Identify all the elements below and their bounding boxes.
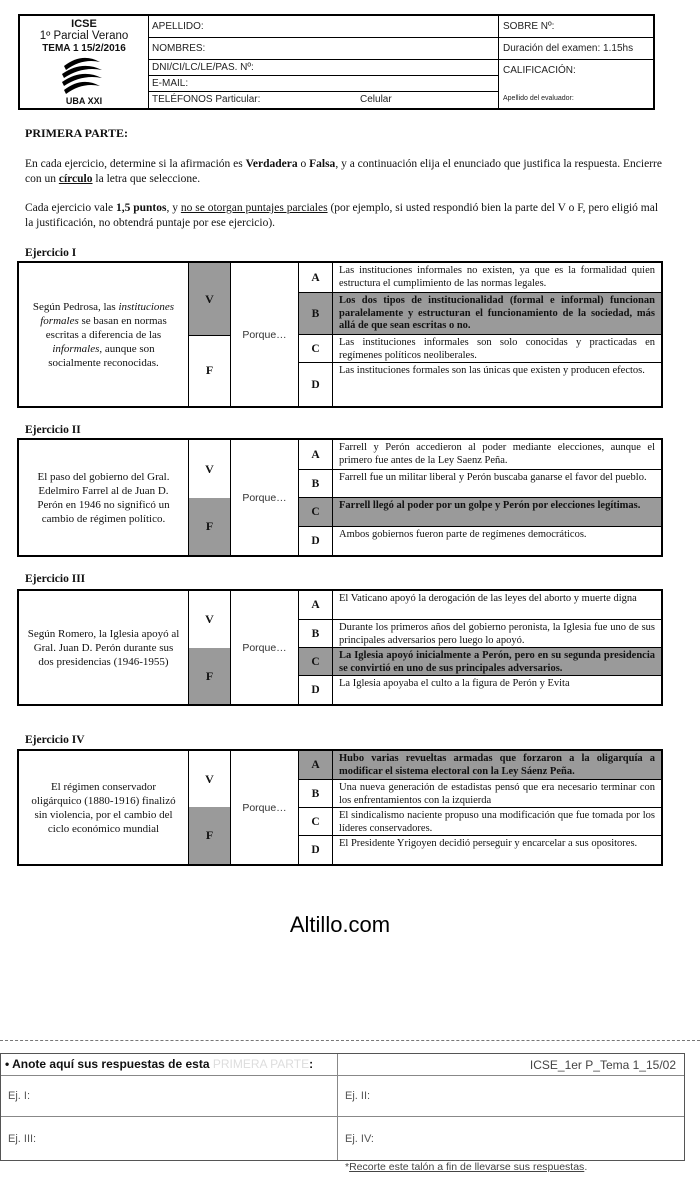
- exercise-2-letter-b[interactable]: B: [299, 470, 333, 498]
- apellido-field[interactable]: APELLIDO:: [148, 16, 498, 38]
- exercise-1-option-v[interactable]: V: [189, 263, 231, 335]
- answer-cell-ej-4[interactable]: Ej. IV:: [345, 1132, 374, 1145]
- exercise-2-porque: Porque…: [231, 440, 299, 555]
- sobre-field[interactable]: SOBRE Nº:: [498, 16, 653, 38]
- cut-line: [0, 1040, 700, 1041]
- exercise-1-option-f[interactable]: F: [189, 335, 231, 406]
- exercise-4-text-d: El Presidente Yrigoyen decidió perseguir y encarcelar a sus opositores.: [339, 838, 638, 849]
- exercise-1-text-d: Las instituciones formales son las únicas que existen y producen efectos.: [339, 365, 645, 376]
- exercise-3-letter-d[interactable]: D: [299, 676, 333, 704]
- exercise-4-letter-a[interactable]: A: [299, 751, 333, 780]
- exercise-3-option-f[interactable]: F: [189, 648, 231, 704]
- exercise-4-statement: El régimen conservador oligárquico (1880-1916) finalizó sin violencia, por el cambio del ciclo económico mundial: [19, 751, 189, 864]
- exercise-2-option-f[interactable]: F: [189, 498, 231, 555]
- logo-text: UBA XXI: [65, 96, 103, 106]
- exercise-2-table: [17, 438, 663, 557]
- evaluador-label: Apellido del evaluador:: [503, 95, 574, 102]
- nombres-field[interactable]: NOMBRES:: [148, 38, 498, 60]
- instructions-paragraph-2: Cada ejercicio vale 1,5 puntos, y no se otorgan puntajes parciales (por ejemplo, si usted respondió bien la parte del V o F, pero eligió mal la justificación, no obtendrá puntaje por ese ejercicio).: [25, 202, 659, 229]
- section-title: PRIMERA PARTE:: [25, 126, 129, 140]
- dni-field[interactable]: DNI/CI/LC/LE/PAS. Nº:: [148, 60, 498, 76]
- exercise-2-statement: El paso del gobierno del Gral. Edelmiro Farrel al de Juan D. Perón en 1946 no significó un cambio de régimen político.: [19, 440, 189, 555]
- institution-logo-block: [20, 16, 149, 108]
- exercise-4-table: [17, 749, 663, 866]
- exercise-2-text-d: Ambos gobiernos fueron parte de regímenes democráticos.: [339, 529, 587, 540]
- exercise-4-option-f[interactable]: F: [189, 807, 231, 864]
- exercise-3-text-a: El Vaticano apoyó la derogación de las leyes del aborto y muerte digna: [333, 591, 661, 620]
- exercise-4-text-a: Hubo varias revueltas armadas que forzaron a la oligarquía a modificar el sistema electoral con la Ley Sáenz Peña.: [333, 751, 661, 780]
- exercise-1-letter-c[interactable]: C: [299, 335, 333, 363]
- exercise-2-text-c: Farrell llegó al poder por un golpe y Perón por elecciones legítimas.: [333, 498, 661, 527]
- exercise-2-letter-c[interactable]: C: [299, 498, 333, 527]
- exercise-3-letter-a[interactable]: A: [299, 591, 333, 620]
- exercise-4-letter-c[interactable]: C: [299, 808, 333, 836]
- instructions-paragraph-1: En cada ejercicio, determine si la afirmación es Verdadera o Falsa, y a continuación elija el enunciado que justifica la respuesta. Encierre con un círculo la letra que seleccione.: [25, 158, 662, 185]
- exercise-4-option-v[interactable]: V: [189, 751, 231, 807]
- exercise-3-statement: Según Romero, la Iglesia apoyó al Gral. Juan D. Perón durante sus dos presidencias (1946-1955): [19, 591, 189, 704]
- exercise-1-letter-b[interactable]: B: [299, 293, 333, 335]
- exercise-3-option-v[interactable]: V: [189, 591, 231, 648]
- exam-code: ICSE_1er P_Tema 1_15/02: [529, 1058, 676, 1072]
- exercise-1-title: Ejercicio I: [25, 247, 77, 259]
- watermark-text: Altillo.com: [289, 912, 391, 937]
- exercise-1-porque: Porque…: [231, 263, 299, 406]
- exercise-1-text-b: Los dos tipos de institucionalidad (formal e informal) funcionan paralelamente y estructuran el funcionamiento de la sociedad, más allá de que sean escritas o no.: [333, 293, 661, 335]
- exercise-4-letter-d[interactable]: D: [299, 836, 333, 864]
- duracion-field: Duración del examen: 1.15hs: [498, 38, 653, 60]
- exercise-3-text-d: La Iglesia apoyaba el culto a la figura de Perón y Evita: [339, 678, 570, 689]
- celular-label: Celular: [360, 94, 392, 105]
- exam-tema: TEMA 1 15/2/2016: [42, 43, 126, 54]
- exercise-2-letter-a[interactable]: A: [299, 440, 333, 470]
- exercise-1-text-c: Las instituciones informales son solo conocidas y practicadas en regímenes políticos neoliberales.: [333, 335, 661, 363]
- answer-cell-ej-2[interactable]: Ej. II:: [345, 1090, 371, 1102]
- exercise-4-text-c: El sindicalismo naciente propuso una modificación que fue tomada por los líderes conservadores.: [333, 808, 661, 836]
- exercise-3-table: [17, 589, 663, 706]
- exercise-1-text-a: Las instituciones informales no existen, ya que es la formalidad quien estructura el cumplimiento de las normas legales.: [333, 263, 661, 293]
- exercise-1-statement: Según Pedrosa, las instituciones formales se basan en normas escritas a diferencia de las informales, aunque son socialmente reconocidas.: [19, 263, 189, 406]
- calificacion-label: CALIFICACIÓN:: [503, 65, 576, 76]
- cut-note: *Recorte este talón a fin de llevarse sus respuestas.: [345, 1161, 588, 1173]
- email-field[interactable]: E-MAIL:: [148, 76, 498, 92]
- exercise-2-text-b: Farrell fue un militar liberal y Perón buscaba ganarse el favor del pueblo.: [333, 470, 661, 498]
- exercise-3-title: Ejercicio III: [25, 573, 86, 585]
- exercise-2-letter-d[interactable]: D: [299, 527, 333, 555]
- exercise-4-letter-b[interactable]: B: [299, 780, 333, 808]
- exercise-1-letter-a[interactable]: A: [299, 263, 333, 293]
- exercise-2-text-a: Farrell y Perón accedieron al poder mediante elecciones, aunque el primero fue antes de la Ley Saenz Peña.: [333, 440, 661, 470]
- exercise-3-text-b: Durante los primeros años del gobierno peronista, la Iglesia fue uno de sus principales adversarios pero luego lo apoyó.: [333, 620, 661, 648]
- exercise-3-porque: Porque…: [231, 591, 299, 704]
- exercise-1-letter-d[interactable]: D: [299, 363, 333, 406]
- uba-logo-icon: [60, 56, 104, 96]
- calificacion-field[interactable]: [498, 60, 653, 108]
- exercise-2-option-v[interactable]: V: [189, 440, 231, 498]
- exercise-3-text-c: La Iglesia apoyó inicialmente a Perón, pero en su segunda presidencia se convirtió en uno de sus principales adversarios.: [333, 648, 661, 676]
- exercise-2-title: Ejercicio II: [25, 424, 81, 436]
- exercise-3-letter-b[interactable]: B: [299, 620, 333, 648]
- exam-header: [18, 14, 655, 110]
- answer-stub-title: • Anote aquí sus respuestas de esta PRIMERA PARTE:: [5, 1057, 314, 1071]
- answer-cell-ej-3[interactable]: Ej. III:: [8, 1132, 37, 1145]
- exercise-4-title: Ejercicio IV: [25, 734, 85, 746]
- exercise-4-text-b: Una nueva generación de estadistas pensó que era necesario terminar con los enfrentamientos con la izquierda: [333, 780, 661, 808]
- answer-stub: [0, 1053, 685, 1161]
- answer-cell-ej-1[interactable]: Ej. I:: [8, 1090, 31, 1102]
- institution-name: ICSE: [71, 18, 97, 30]
- telefonos-field[interactable]: [148, 92, 498, 108]
- exercise-1-table: [17, 261, 663, 408]
- telefonos-label: TELÉFONOS Particular:: [152, 94, 261, 105]
- exam-name: 1º Parcial Verano: [39, 30, 129, 42]
- exercise-4-porque: Porque…: [231, 751, 299, 864]
- exercise-3-letter-c[interactable]: C: [299, 648, 333, 676]
